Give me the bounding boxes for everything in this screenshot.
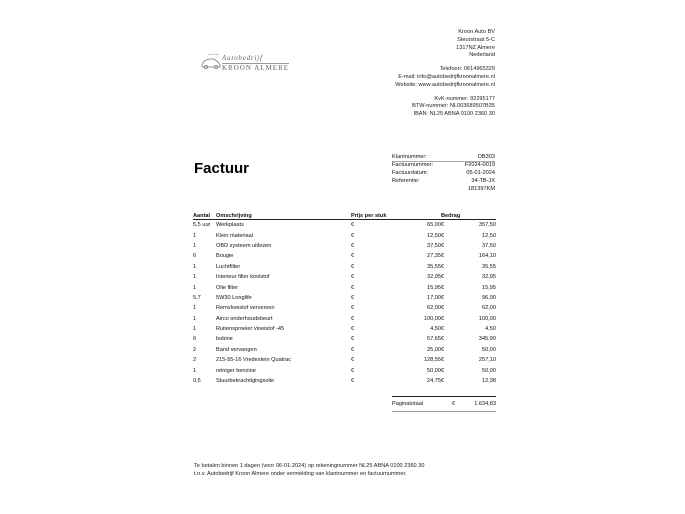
cell-prijs: 32,95: [427, 274, 442, 281]
cell-prijs: 100,00: [423, 315, 442, 322]
cell-omschrijving: Luchtfilter: [216, 263, 241, 270]
cell-bedrag-currency: €: [441, 378, 445, 385]
cell-bedrag-currency: €: [441, 346, 445, 353]
company-kvk: KvK-nummer: 92295177: [434, 95, 495, 102]
cell-prijs: 65,00: [427, 222, 442, 229]
cell-omschrijving: Stuurbekrachtigingsolie: [216, 378, 275, 385]
table-row: [193, 230, 496, 240]
cell-bedrag: 257,10: [478, 357, 497, 364]
page-title: Factuur: [194, 160, 250, 177]
logo-text-line2: KROON ALMERE: [222, 64, 290, 72]
cell-bedrag-currency: €: [441, 253, 445, 260]
cell-bedrag: 50,00: [482, 367, 497, 374]
table-row: [193, 282, 496, 292]
meta-key: Factuurnummer:: [392, 162, 434, 168]
page-total: [392, 396, 496, 413]
cell-bedrag: 15,95: [482, 284, 497, 291]
cell-prijs: 15,95: [427, 284, 442, 291]
cell-omschrijving: Werkplaats: [216, 222, 244, 229]
cell-aantal: 6: [193, 336, 197, 343]
meta-value: 181397KM: [467, 186, 495, 192]
cell-aantal: 0,5: [193, 378, 201, 385]
table-row: [193, 324, 496, 334]
cell-aantal: 1: [193, 305, 197, 312]
table-row: [193, 303, 496, 313]
cell-aantal: 1: [193, 242, 197, 249]
cell-omschrijving: Airco onderhoudsbeurt: [216, 315, 273, 322]
payment-instructions: [194, 462, 424, 479]
cell-prijs-currency: €: [351, 253, 355, 260]
cell-bedrag-currency: €: [441, 336, 445, 343]
cell-omschrijving: reiniger benzine: [216, 367, 256, 374]
cell-prijs: 24,75: [427, 378, 442, 385]
meta-value: 05-01-2024: [466, 170, 495, 176]
table-row: [193, 262, 496, 272]
cell-prijs-currency: €: [351, 284, 355, 291]
invoice-meta: [392, 153, 495, 193]
cell-omschrijving: 215-55-16 Vredestein Quatrac: [216, 357, 292, 364]
table-row: [193, 272, 496, 282]
cell-prijs: 62,00: [427, 305, 442, 312]
cell-omschrijving: 5W30 Longlife: [216, 294, 252, 301]
divider: [392, 411, 496, 412]
cell-bedrag: 12,38: [482, 378, 497, 385]
cell-bedrag: 62,00: [482, 305, 497, 312]
cell-omschrijving: Interieur filter koolstof: [216, 274, 270, 281]
cell-bedrag: 357,50: [478, 222, 497, 229]
company-name: Kroon Auto BV: [458, 29, 495, 35]
cell-aantal: 1: [193, 315, 197, 322]
company-address-block: [395, 29, 495, 119]
cell-bedrag-currency: €: [441, 284, 445, 291]
company-website: Website: www.autobedrijfkroonalmere.nl: [395, 81, 495, 88]
cell-bedrag-currency: €: [441, 294, 445, 301]
cell-bedrag: 12,50: [482, 232, 497, 239]
cell-prijs: 57,65: [427, 336, 442, 343]
cell-bedrag-currency: €: [441, 305, 445, 312]
cell-prijs: 37,50: [427, 242, 442, 249]
cell-prijs: 4,50: [430, 326, 442, 333]
cell-aantal: 5,7: [193, 294, 201, 301]
footer-line1: Te betalen binnen 1 dagen (voor 06-01-2024) op rekeningnummer NL25 ABNA 0100 2360 30: [194, 463, 425, 469]
cell-bedrag: 164,10: [478, 253, 497, 260]
header-prijs: Prijs per stuk: [351, 210, 441, 220]
meta-key: Factuurdatum:: [392, 170, 429, 176]
meta-row: [392, 177, 495, 185]
cell-bedrag-currency: €: [441, 222, 445, 229]
company-phone: Telefoon: 0614965329: [439, 66, 495, 73]
cell-omschrijving: Olie filter: [216, 284, 239, 291]
cell-aantal: 6: [193, 253, 197, 260]
total-value: 1.634,83: [474, 401, 496, 407]
total-currency: €: [452, 401, 456, 407]
cell-prijs: 35,55: [427, 263, 442, 270]
car-icon: [200, 52, 222, 72]
cell-bedrag-currency: €: [441, 242, 445, 249]
meta-value: DB303: [477, 154, 495, 160]
cell-aantal: 1: [193, 274, 197, 281]
company-btw: BTW-nummer: NL003689507B35: [412, 103, 495, 110]
table-row: [193, 345, 496, 355]
cell-aantal: 1: [193, 367, 197, 374]
cell-bedrag-currency: €: [441, 274, 445, 281]
cell-prijs-currency: €: [351, 315, 355, 322]
cell-bedrag-currency: €: [441, 232, 445, 239]
cell-prijs-currency: €: [351, 274, 355, 281]
cell-bedrag: 37,50: [482, 242, 497, 249]
cell-prijs-currency: €: [351, 263, 355, 270]
meta-key: Referentie:: [392, 178, 420, 184]
cell-bedrag-currency: €: [441, 367, 445, 374]
cell-prijs-currency: €: [351, 242, 355, 249]
cell-prijs: 17,00: [427, 294, 442, 301]
cell-prijs-currency: €: [351, 294, 355, 301]
cell-aantal: 1: [193, 326, 197, 333]
cell-prijs-currency: €: [351, 367, 355, 374]
cell-bedrag: 345,90: [478, 336, 497, 343]
header-aantal: Aantal: [193, 210, 216, 220]
meta-row: [392, 185, 495, 193]
cell-prijs-currency: €: [351, 346, 355, 353]
cell-prijs: 25,00: [427, 346, 442, 353]
logo-text-line1: Autobedrijf: [222, 54, 263, 62]
cell-prijs: 128,55: [423, 357, 442, 364]
company-logo: [200, 52, 318, 74]
cell-aantal: 1: [193, 232, 197, 239]
cell-prijs-currency: €: [351, 232, 355, 239]
cell-bedrag-currency: €: [441, 315, 445, 322]
cell-prijs: 12,50: [427, 232, 442, 239]
header-bedrag: Bedrag: [441, 210, 496, 220]
cell-omschrijving: Remvloeistof verversen: [216, 305, 275, 312]
meta-row: [392, 161, 495, 169]
table-row: [193, 365, 496, 375]
cell-prijs-currency: €: [351, 357, 355, 364]
cell-bedrag-currency: €: [441, 326, 445, 333]
cell-prijs-currency: €: [351, 222, 355, 229]
header-omschrijving: Omschrijving: [216, 210, 351, 220]
cell-aantal: 2: [193, 346, 197, 353]
cell-prijs-currency: €: [351, 336, 355, 343]
cell-omschrijving: OBD systeem uitlezen: [216, 242, 272, 249]
company-postcode-city: 1317NZ Almere: [456, 44, 495, 51]
cell-omschrijving: Klein materiaal: [216, 232, 253, 239]
cell-prijs-currency: €: [351, 378, 355, 385]
table-row: [193, 293, 496, 303]
cell-prijs: 50,00: [427, 367, 442, 374]
cell-bedrag: 100,00: [478, 315, 497, 322]
cell-bedrag: 50,00: [482, 346, 497, 353]
table-row: [193, 241, 496, 251]
table-row: [193, 314, 496, 324]
meta-row: [392, 153, 495, 161]
invoice-items-table: [193, 210, 496, 386]
cell-aantal: 1: [193, 284, 197, 291]
footer-line2: t.n.v. Autobedrijf Kroon Almere onder vermelding van klantnummer en factuurnummer.: [194, 471, 407, 478]
company-iban: IBAN: NL25 ABNA 0100 2360 30: [413, 111, 495, 118]
cell-omschrijving: Ruitensproeier vloeistof -45: [216, 326, 285, 333]
cell-omschrijving: bobine: [216, 336, 233, 343]
cell-aantal: 1: [193, 263, 197, 270]
meta-value: 34-TB-JX: [471, 178, 495, 184]
table-row: [193, 220, 496, 231]
cell-aantal: 2: [193, 357, 197, 364]
cell-prijs-currency: €: [351, 326, 355, 333]
cell-prijs-currency: €: [351, 305, 355, 312]
cell-omschrijving: Bougie: [216, 253, 234, 260]
cell-bedrag: 4,50: [485, 326, 497, 333]
company-street: Steurstraat 5-C: [457, 36, 495, 43]
table-row: [193, 376, 496, 386]
table-row: [193, 355, 496, 365]
cell-omschrijving: Band vervangen: [216, 346, 257, 353]
cell-aantal: 5,5 uur: [193, 222, 211, 229]
company-email: E-mail: info@autobedrijfkroonalmere.nl: [398, 73, 495, 80]
cell-bedrag-currency: €: [441, 357, 445, 364]
table-row: [193, 251, 496, 261]
table-row: [193, 334, 496, 344]
table-header-row: [193, 210, 496, 220]
cell-bedrag: 35,55: [482, 263, 497, 270]
cell-bedrag-currency: €: [441, 263, 445, 270]
total-label: Paginatotaal: [392, 401, 424, 407]
meta-row: [392, 169, 495, 177]
meta-value: F2024-0019: [464, 162, 495, 168]
cell-bedrag: 32,95: [482, 274, 497, 281]
cell-bedrag: 96,90: [482, 294, 497, 301]
company-country: Nederland: [469, 52, 495, 59]
meta-key: Klantnummer:: [392, 154, 427, 160]
cell-prijs: 27,35: [427, 253, 442, 260]
